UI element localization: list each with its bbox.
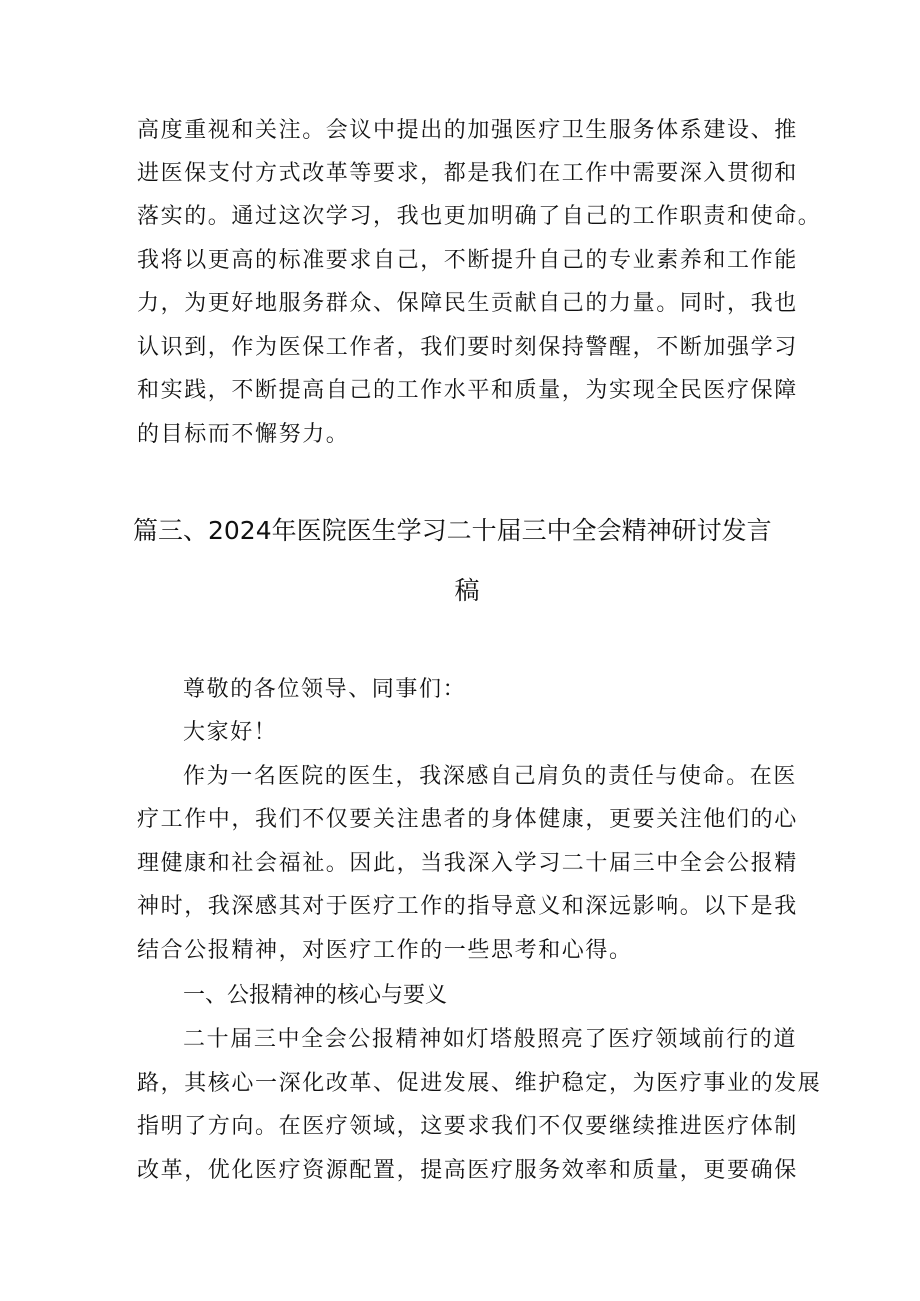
paragraph-line: 路，其核心一深化改革、促进发展、维护稳定，为医疗事业的发展 — [137, 1071, 822, 1096]
paragraph-line: 认识到，作为医保工作者，我们要时刻保持警醒，不断加强学习 — [137, 335, 798, 360]
paragraph-line: 结合公报精神，对医疗工作的一些思考和心得。 — [137, 938, 633, 963]
salutation: 尊敬的各位领导、同事们： — [183, 677, 467, 702]
paragraph-line: 神时，我深感其对于医疗工作的指导意义和深远影响。以下是我 — [137, 894, 798, 919]
paragraph-line: 指明了方向。在医疗领域，这要求我们不仅要继续推进医疗体制 — [137, 1114, 798, 1139]
paragraph-line: 的目标而不懈努力。 — [137, 422, 350, 447]
paragraph-line: 二十届三中全会公报精神如灯塔般照亮了医疗领域前行的道 — [183, 1027, 797, 1052]
paragraph-line: 作为一名医院的医生，我深感自己肩负的责任与使命。在医 — [183, 764, 797, 789]
paragraph-line: 进医保支付方式改革等要求，都是我们在工作中需要深入贯彻和 — [137, 161, 798, 186]
section-subheading: 一、公报精神的核心与要义 — [183, 983, 448, 1008]
greeting: 大家好！ — [183, 720, 278, 745]
paragraph-line: 我将以更高的标准要求自己，不断提升自己的专业素养和工作能 — [137, 248, 798, 273]
paragraph-line: 力，为更好地服务群众、保障民生贡献自己的力量。同时，我也 — [137, 291, 798, 316]
article-title-continuation: 稿 — [454, 576, 480, 605]
paragraph-line: 和实践，不断提高自己的工作水平和质量，为实现全民医疗保障 — [137, 378, 798, 403]
article-title: 篇三、2024年医院医生学习二十届三中全会精神研讨发言 — [133, 516, 772, 545]
paragraph-line: 疗工作中，我们不仅要关注患者的身体健康，更要关注他们的心 — [137, 807, 798, 832]
paragraph-line: 落实的。通过这次学习，我也更加明确了自己的工作职责和使命。 — [137, 204, 822, 229]
paragraph-line: 理健康和社会福祉。因此，当我深入学习二十届三中全会公报精 — [137, 851, 798, 876]
paragraph-line: 高度重视和关注。会议中提出的加强医疗卫生服务体系建设、推 — [137, 118, 798, 143]
paragraph-line: 改革，优化医疗资源配置，提高医疗服务效率和质量，更要确保 — [137, 1158, 798, 1183]
